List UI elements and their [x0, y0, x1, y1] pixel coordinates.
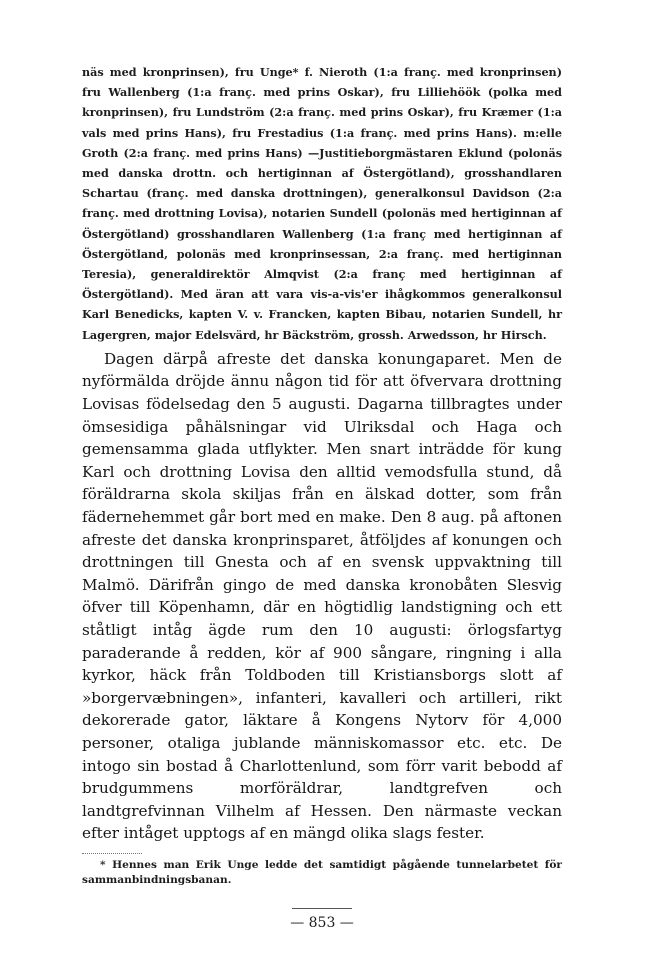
page-number-rule — [292, 908, 352, 909]
guest-list-paragraph: näs med kronprinsen), fru Unge* f. Nieroth (1:a franç. med kronprinsen) fru Wallenberg (1:a franç. med prins Oskar), fru Lilliehöök (polka med kronprinsen), fru Lundström (2:a franç. med prins Oskar), fru Kræmer (1:a vals med prins Hans), fru Frestadius (1:a franç. med prins Hans). m:elle Groth (2:a franç. med prins Hans) —Justitieborgmästaren Eklund (polonäs med danska drottn. och hertiginnan af Östergötland), grosshandlaren Schartau (franç. med danska drottningen), generalkonsul Davidson (2:a franç. med drottning Lovisa), notarien Sundell (polonäs med hertiginnan af Östergötland) grosshandlaren Wallenberg (1:a franç med hertiginnan af Östergötland, polonäs med kronprinsessan, 2:a franç. med hertiginnan Teresia), generaldirektör Almqvist (2:a franç med hertiginnan af Östergötland). Med äran att vara vis-a-vis'er ihågkommos generalkonsul Karl Benedicks, kapten V. v. Francken, kapten Bibau, notarien Sundell, hr Lagergren, major Edelsvärd, hr Bäckström, grossh. Arwedsson, hr Hirsch. — [82, 65, 562, 342]
main-paragraph: Dagen därpå afreste det danska konungaparet. Men de nyförmälda dröjde ännu någon tid för att öfvervara drottning Lovisas födelsedag den 5 augusti. Dagarna tillbragtes under ömsesidiga påhälsningar vid Ulriksdal och Haga och gemensamma glada utflykter. Men snart inträdde för kung Karl och drottning Lovisa den alltid vemodsfulla stund, då föräldrarna skola skiljas från en älskad dotter, som från fädernehemmet går bort med en make. Den 8 aug. på aftonen afreste det danska kronprinsparet, åtföljdes af konungen och drottningen till Gnesta och af en svensk uppvaktning till Malmö. Därifrån gingo de med danska kronobåten Slesvig öfver till Köpenhamn, där en högtidlig landstigning och ett ståtligt intåg ägde rum den 10 augusti: örlogsfartyg paraderande å redden, kör af 900 sångare, ringning i alla kyrkor, häck från Toldboden till Kristiansborgs slott af »borgervæbningen», infanteri, kavalleri och artilleri, rikt dekorerade gator, läktare å Kongens Nytorv för 4,000 personer, otaliga jublande människomassor etc. etc. De intogo sin bostad å Charlottenlund, som förr varit bebodd af brudgummens morföräldrar, landtgrefven och landtgrefvinnan Vilhelm af Hessen. Den närmaste veckan efter intåget upptogs af en mängd olika slags fester. — [82, 349, 562, 843]
page-content — [82, 62, 562, 931]
footnote-separator — [82, 853, 142, 854]
footnote: * Hennes man Erik Unge ledde det samtidigt pågående tunnelarbetet för sammanbindningsbanan. — [82, 858, 562, 886]
page-number: — 853 — — [290, 914, 354, 931]
